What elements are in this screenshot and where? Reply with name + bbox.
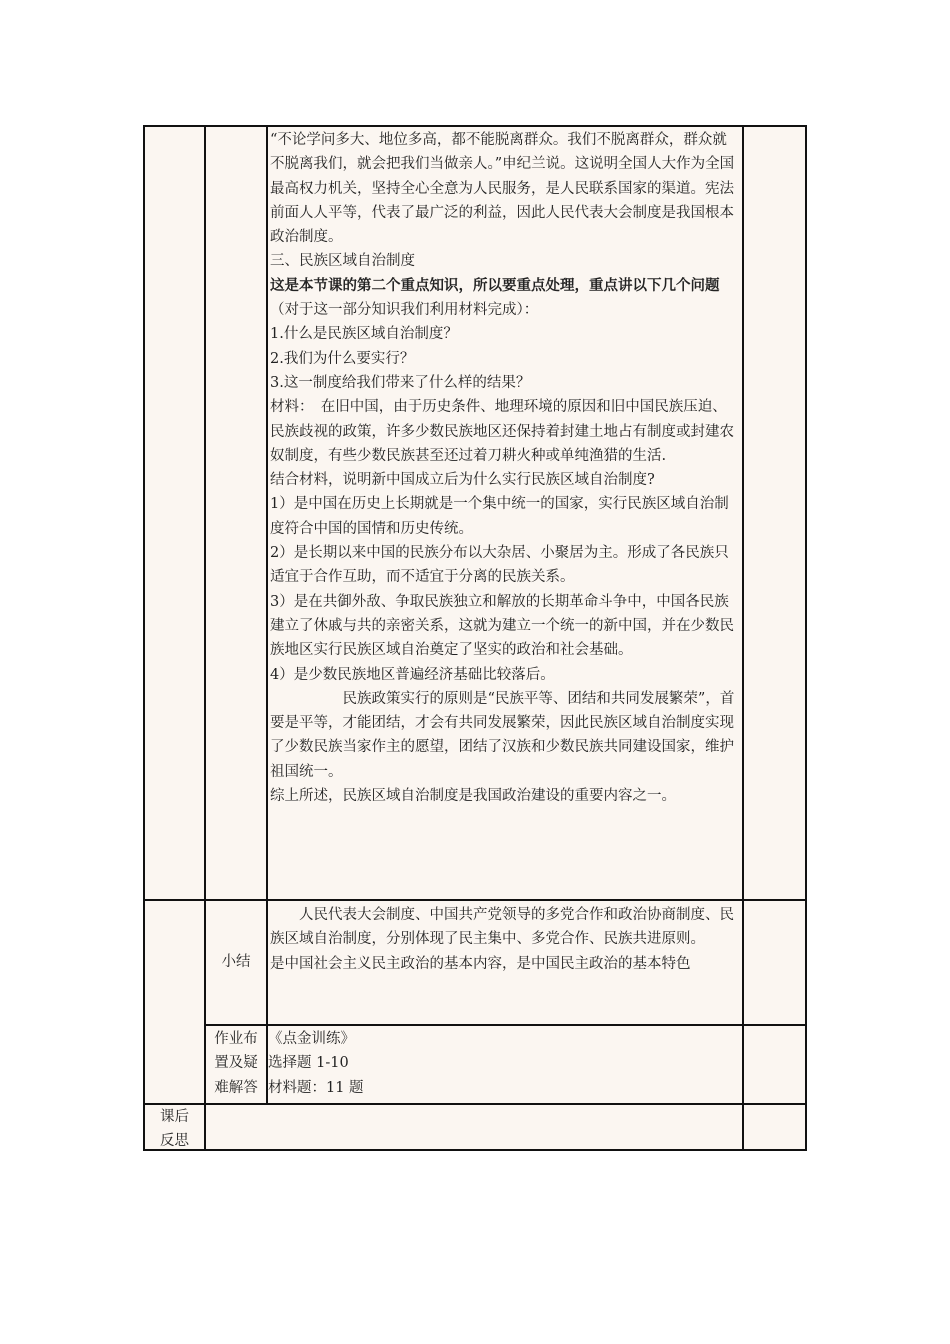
paragraph: “不论学问多大、地位多高，都不能脱离群众。我们不脱离群众，群众就不脱离我们，就会把我们当做亲人。”申纪兰说。这说明全国人大作为全国最高权力机关，坚持全心全意为人民服务，是人民联系国家的渠道。宪法前面人人平等，代表了最广泛的利益，因此人民代表大会制度是我国根本政治制度。 bbox=[270, 132, 735, 246]
column-divider-2 bbox=[266, 127, 268, 1104]
homework-line: 《点金训练》 bbox=[268, 1031, 355, 1047]
section-heading: 三、民族区域自治制度 bbox=[270, 253, 415, 270]
answer-item: 3）是在共御外敌、争取民族独立和解放的长期革命斗争中，中国各民族建立了休戚与共的亲密关系，这就为建立一个统一的新中国，并在少数民族地区实行民族区域自治奠定了坚实的政治和社会基础。 bbox=[270, 593, 734, 659]
material-paragraph: 材料： 在旧中国，由于历史条件、地理环境的原因和旧中国民族压迫、民族歧视的政策，许多少数民族地区还保持着封建土地占有制度或封建农奴制度，有些少数民族甚至还过着刀耕火种或单纯渔猎的生活. bbox=[270, 399, 734, 464]
label-line: 课后 bbox=[160, 1109, 189, 1125]
homework-label bbox=[206, 1026, 266, 1103]
question-item: 2.我们为什么要实行？ bbox=[270, 350, 415, 367]
question-prompt: 结合材料，说明新中国成立后为什么实行民族区域自治制度? bbox=[270, 472, 655, 489]
answer-item: 4）是少数民族地区普遍经济基础比较落后。 bbox=[270, 666, 555, 683]
question-item: 3.这一制度给我们带来了什么样的结果？ bbox=[270, 374, 531, 391]
label-line: 难解答 bbox=[214, 1079, 258, 1096]
label-line: 置及疑 bbox=[214, 1055, 258, 1072]
main-content-cell bbox=[270, 127, 740, 808]
summary-paragraph: 人民代表大会制度、中国共产党领导的多党合作和政治协商制度、民族区域自治制度，分别体现了民主集中、多党合作、民族共进原则。 bbox=[270, 907, 734, 948]
summary-content-cell bbox=[270, 901, 740, 976]
column-divider-3 bbox=[742, 127, 744, 1151]
answer-item: 1）是中国在历史上长期就是一个集中统一的国家，实行民族区域自治制度符合中国的国情和历史传统。 bbox=[270, 496, 729, 537]
principle-paragraph: 民族政策实行的原则是“民族平等、团结和共同发展繁荣”，首要是平等，才能团结，才会有共同发展繁荣，因此民族区域自治制度实现了少数民族当家作主的愿望，团结了汉族和少数民族共同建设国家，维护祖国统一。 bbox=[270, 690, 735, 780]
answer-item: 2）是长期以来中国的民族分布以大杂居、小聚居为主。形成了各民族只适宜于合作互助，而不适宜于分离的民族关系。 bbox=[270, 545, 729, 586]
question-item: 1.什么是民族区域自治制度？ bbox=[270, 326, 458, 343]
row-divider-3 bbox=[145, 1103, 805, 1105]
homework-line: 材料题：11 题 bbox=[268, 1079, 364, 1096]
homework-line: 选择题 1-10 bbox=[268, 1055, 349, 1072]
summary-label: 小结 bbox=[221, 954, 251, 971]
homework-content-cell bbox=[268, 1026, 740, 1100]
summary-paragraph: 是中国社会主义民主政治的基本内容，是中国民主政治的基本特色 bbox=[270, 955, 691, 972]
label-line: 作业布 bbox=[214, 1031, 258, 1047]
reflection-label bbox=[145, 1105, 204, 1151]
lesson-plan-table bbox=[143, 125, 807, 1151]
label-line: 反思 bbox=[160, 1133, 189, 1150]
conclusion-paragraph: 综上所述，民族区域自治制度是我国政治建设的重要内容之一。 bbox=[270, 788, 676, 805]
key-point-paragraph: 这是本节课的第二个重点知识，所以要重点处理，重点讲以下几个问题（对于这一部分知识我们利用材料完成）： bbox=[270, 276, 720, 319]
